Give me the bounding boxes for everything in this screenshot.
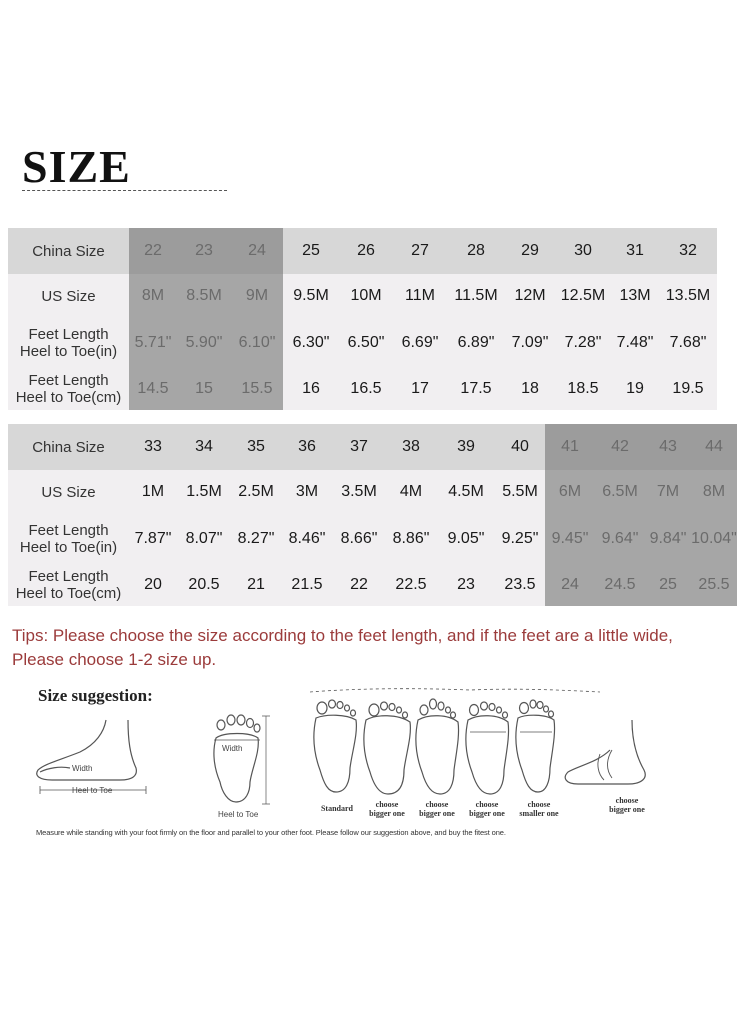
size-cell: 8M <box>691 470 737 514</box>
long-toe-foot-icon <box>416 699 459 794</box>
row-header: Feet Length Heel to Toe(cm) <box>15 372 122 406</box>
size-cell: 8.66" <box>340 530 378 547</box>
high-instep-foot-icon <box>466 702 509 794</box>
size-cell: 8.46" <box>288 530 326 547</box>
size-cell: 6.5M <box>595 470 645 514</box>
side-foot-icon <box>37 720 146 794</box>
toe-line <box>310 689 600 692</box>
tips-line-2: Please choose 1-2 size up. <box>12 650 217 669</box>
size-cell: 8M <box>129 274 177 318</box>
choose-smaller-label: choose smaller one <box>519 800 559 818</box>
size-cell: 13.5M <box>665 287 711 304</box>
narrow-foot-icon <box>516 700 555 792</box>
size-cell: 6M <box>545 470 595 514</box>
size-cell: 9.84" <box>645 514 691 564</box>
size-cell: 6.10" <box>231 318 283 368</box>
size-cell: 42 <box>595 424 645 470</box>
size-cell: 7.09" <box>511 334 549 351</box>
size-cell: 11.5M <box>454 287 498 304</box>
size-cell: 17.5 <box>460 380 492 397</box>
measure-note: Measure while standing with your foot firmly on the floor and parallel to your other foot. Please follow our suggestion above, and buy the fitest one. <box>36 828 506 837</box>
size-cell: 10M <box>350 287 382 304</box>
size-cell: 18 <box>521 380 539 397</box>
size-cell: 20.5 <box>188 576 220 593</box>
row-header: Feet Length Heel to Toe(in) <box>19 522 118 556</box>
size-cell: 5.90" <box>177 318 231 368</box>
width-label: Width <box>72 764 93 773</box>
row-feet-length-in <box>8 514 737 564</box>
size-cell: 9.5M <box>293 287 329 304</box>
size-cell: 24.5 <box>595 564 645 606</box>
tips-line-1: Tips: Please choose the size according to the feet length, and if the feet are a little wide, <box>12 626 673 645</box>
size-cell: 25.5 <box>691 564 737 606</box>
size-cell: 20 <box>144 576 162 593</box>
size-cell: 17 <box>411 380 429 397</box>
size-cell: 39 <box>437 424 495 470</box>
size-cell: 29 <box>505 228 555 274</box>
standard-foot-icon <box>314 700 356 792</box>
choose-bigger-label-3: choose bigger one <box>469 800 505 818</box>
size-cell: 5.5M <box>502 483 538 500</box>
choose-bigger-label-1: choose bigger one <box>369 800 405 818</box>
row-feet-length-in <box>8 318 717 368</box>
size-cell: 41 <box>545 424 595 470</box>
size-cell: 40 <box>495 424 545 470</box>
size-cell: 38 <box>385 424 437 470</box>
size-cell: 9.25" <box>501 530 539 547</box>
size-cell: 30 <box>555 228 611 274</box>
size-cell: 23 <box>177 228 231 274</box>
size-cell: 34 <box>177 424 231 470</box>
size-cell: 12M <box>514 287 546 304</box>
size-cell: 25 <box>645 564 691 606</box>
size-cell: 9.45" <box>545 514 595 564</box>
wide-foot-icon <box>364 702 410 794</box>
size-cell: 27 <box>393 228 447 274</box>
size-cell: 24 <box>545 564 595 606</box>
size-cell: 8.07" <box>185 530 223 547</box>
size-cell: 6.50" <box>347 334 385 351</box>
size-cell: 31 <box>611 228 659 274</box>
size-cell: 21.5 <box>291 576 323 593</box>
size-cell: 9.64" <box>595 514 645 564</box>
size-cell: 9M <box>231 274 283 318</box>
size-cell: 8.5M <box>177 274 231 318</box>
size-cell: 8.27" <box>237 530 275 547</box>
size-cell: 33 <box>129 424 177 470</box>
row-header: Feet Length Heel to Toe(cm) <box>15 568 122 602</box>
row-header: US Size <box>41 287 96 305</box>
sole-width-label: Width <box>222 744 243 753</box>
size-cell: 25 <box>283 228 339 274</box>
size-cell: 24 <box>231 228 283 274</box>
sole-heel-to-toe-label: Heel to Toe <box>218 810 259 819</box>
size-cell: 6.30" <box>292 334 330 351</box>
size-cell: 22 <box>129 228 177 274</box>
size-cell: 18.5 <box>567 380 599 397</box>
size-cell: 23.5 <box>504 576 536 593</box>
size-table-large <box>8 424 737 606</box>
standard-label: Standard <box>320 804 353 813</box>
row-us-size <box>8 470 737 514</box>
size-cell: 7M <box>645 470 691 514</box>
size-cell: 1M <box>141 483 165 500</box>
size-cell: 21 <box>247 576 265 593</box>
size-cell: 35 <box>231 424 281 470</box>
page-title: SIZE <box>22 141 131 192</box>
size-cell: 19 <box>626 380 644 397</box>
size-cell: 9.05" <box>447 530 485 547</box>
size-cell: 28 <box>447 228 505 274</box>
size-cell: 15.5 <box>231 368 283 410</box>
size-table-small <box>8 228 717 410</box>
row-feet-length-cm <box>8 564 737 606</box>
size-cell: 6.89" <box>457 334 495 351</box>
size-cell: 10.04" <box>691 514 737 564</box>
size-cell: 13M <box>619 287 651 304</box>
row-header: US Size <box>41 483 96 501</box>
size-cell: 7.28" <box>564 334 602 351</box>
row-china-size <box>8 424 737 470</box>
row-header: China Size <box>8 424 129 470</box>
size-cell: 15 <box>177 368 231 410</box>
size-cell: 7.48" <box>616 334 654 351</box>
size-cell: 12.5M <box>560 287 606 304</box>
size-cell: 7.87" <box>134 530 172 547</box>
row-header: China Size <box>8 228 129 274</box>
size-cell: 43 <box>645 424 691 470</box>
size-cell: 11M <box>405 287 435 304</box>
choose-bigger-label-2: choose bigger one <box>419 800 455 818</box>
size-cell: 4M <box>399 483 423 500</box>
size-cell: 16.5 <box>350 380 382 397</box>
size-cell: 5.71" <box>129 318 177 368</box>
size-cell: 22.5 <box>395 576 427 593</box>
choose-bigger-side-label: choose bigger one <box>609 796 645 814</box>
size-cell: 19.5 <box>672 380 704 397</box>
row-us-size <box>8 274 717 318</box>
row-feet-length-cm <box>8 368 717 410</box>
size-cell: 7.68" <box>669 334 707 351</box>
title-underline <box>22 190 227 191</box>
size-cell: 22 <box>350 576 368 593</box>
sole-dimension-icon <box>214 715 270 804</box>
size-cell: 32 <box>659 228 717 274</box>
size-cell: 36 <box>281 424 333 470</box>
size-cell: 4.5M <box>448 483 484 500</box>
size-cell: 2.5M <box>238 483 274 500</box>
size-cell: 44 <box>691 424 737 470</box>
row-china-size <box>8 228 717 274</box>
side-foot-right-icon <box>565 720 645 784</box>
size-cell: 14.5 <box>129 368 177 410</box>
size-cell: 16 <box>302 380 320 397</box>
size-cell: 6.69" <box>401 334 439 351</box>
size-cell: 1.5M <box>186 483 222 500</box>
row-header: Feet Length Heel to Toe(in) <box>19 326 118 360</box>
tips-text <box>12 624 742 672</box>
size-suggestion-title: Size suggestion: <box>38 686 153 705</box>
size-cell: 3.5M <box>341 483 377 500</box>
size-cell: 23 <box>457 576 475 593</box>
size-cell: 37 <box>333 424 385 470</box>
size-cell: 3M <box>295 483 319 500</box>
heel-to-toe-label: Heel to Toe <box>72 786 113 795</box>
size-cell: 8.86" <box>392 530 430 547</box>
size-cell: 26 <box>339 228 393 274</box>
